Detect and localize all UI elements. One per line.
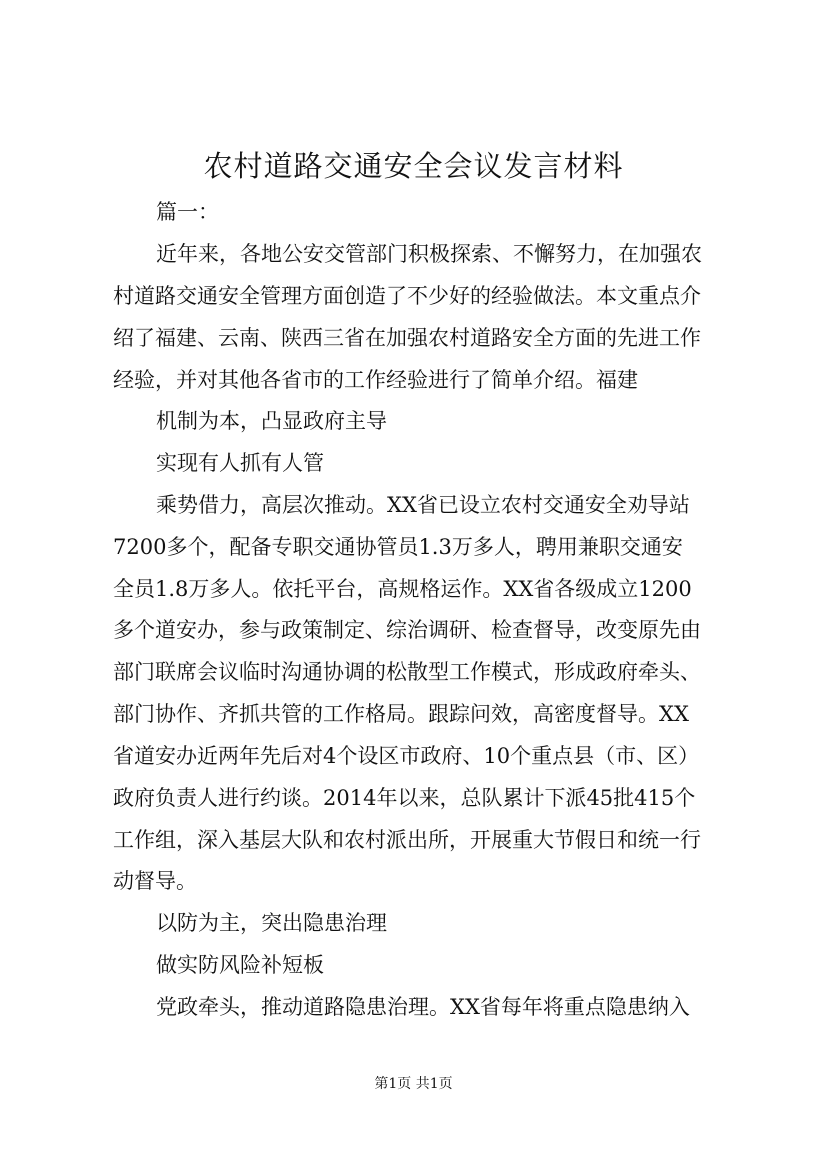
subheading-line: 实现有人抓有人管 [156,451,324,475]
paragraph-line: 近年来，各地公安交管部门积极探索、不懈努力，在加强农 [156,242,702,266]
subheading-line: 以防为主，突出隐患治理 [156,911,387,935]
paragraph-line: 村道路交通安全管理方面创造了不少好的经验做法。本文重点介 [113,284,701,308]
subheading-line: 机制为本，凸显政府主导 [156,409,387,433]
paragraph-line: 动督导。 [113,869,197,893]
paragraph-line: 经验，并对其他各省市的工作经验进行了简单介绍。福建 [113,368,638,392]
paragraph-line: 省道安办近两年先后对4个设区市政府、10个重点县（市、区） [113,744,700,768]
paragraph-line: 党政牵头，推动道路隐患治理。XX省每年将重点隐患纳入 [156,995,690,1019]
paragraph-line: 政府负责人进行约谈。2014年以来，总队累计下派45批415个 [113,786,696,810]
section-heading: 篇一： [156,200,219,224]
paragraph-line: 部门联席会议临时沟通协调的松散型工作模式，形成政府牵头、 [113,660,701,684]
paragraph-line: 工作组，深入基层大队和农村派出所，开展重大节假日和统一行 [113,828,701,852]
paragraph-line: 部门协作、齐抓共管的工作格局。跟踪问效，高密度督导。XX [113,702,689,726]
paragraph-line: 绍了福建、云南、陕西三省在加强农村道路安全方面的先进工作 [113,326,701,350]
paragraph-line: 多个道安办，参与政策制定、综治调研、检查督导，改变原先由 [113,618,701,642]
paragraph-line: 7200多个，配备专职交通协管员1.3万多人，聘用兼职交通安 [113,535,683,559]
document-title: 农村道路交通安全会议发言材料 [203,149,624,183]
subheading-line: 做实防风险补短板 [156,953,324,977]
paragraph-line: 全员1.8万多人。依托平台，高规格运作。XX省各级成立1200 [113,577,692,601]
paragraph-line: 乘势借力，高层次推动。XX省已设立农村交通安全劝导站 [156,493,690,517]
page-footer: 第1页 共1页 [374,1076,453,1092]
